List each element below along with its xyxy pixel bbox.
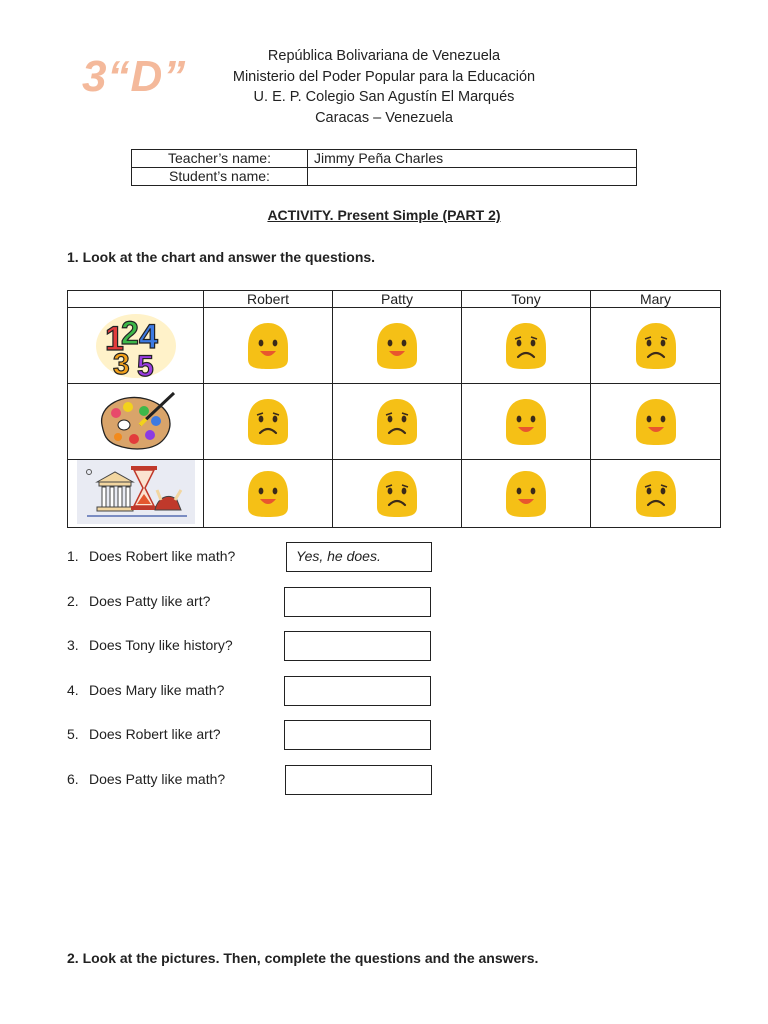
question-label: Does Patty like math? xyxy=(89,771,226,787)
column-header-tony: Tony xyxy=(462,291,591,308)
chart-corner-cell xyxy=(68,291,204,308)
question-number: 4. xyxy=(67,682,79,698)
mood-cell xyxy=(204,384,333,460)
question-label: Does Patty like art? xyxy=(89,593,211,609)
history-icon xyxy=(77,460,195,524)
section-1-instruction: 1. Look at the chart and answer the questions. xyxy=(67,249,376,265)
answer-box-6[interactable] xyxy=(285,765,432,795)
answer-box-2[interactable] xyxy=(284,587,431,617)
chart-row-history xyxy=(68,460,721,528)
mood-cell xyxy=(462,460,591,528)
question-number: 1. xyxy=(67,548,79,564)
sad-face-icon xyxy=(632,469,680,519)
answer-box-5[interactable] xyxy=(284,720,431,750)
question-label: Does Mary like math? xyxy=(89,682,225,698)
numbers-icon xyxy=(91,308,181,380)
happy-face-icon xyxy=(632,397,680,447)
mood-cell xyxy=(204,308,333,384)
header-line-2: Ministerio del Poder Popular para la Educación xyxy=(232,68,536,85)
sad-face-icon xyxy=(244,397,292,447)
question-text xyxy=(67,548,235,564)
info-table xyxy=(131,149,637,186)
mood-cell xyxy=(333,308,462,384)
mood-cell xyxy=(462,384,591,460)
class-logo: 3“D” xyxy=(82,52,187,101)
subject-cell-math xyxy=(68,308,204,384)
mood-cell xyxy=(333,384,462,460)
question-label: Does Robert like math? xyxy=(89,548,236,564)
question-text xyxy=(67,771,225,787)
paint-palette-icon xyxy=(94,385,178,455)
happy-face-icon xyxy=(502,469,550,519)
teacher-label: Teacher’s name: xyxy=(132,150,308,168)
column-header-patty: Patty xyxy=(333,291,462,308)
mood-cell xyxy=(204,460,333,528)
question-number: 2. xyxy=(67,593,79,609)
header-line-1: República Bolivariana de Venezuela xyxy=(267,48,501,64)
happy-face-icon xyxy=(373,321,421,371)
question-number: 3. xyxy=(67,637,79,653)
header-line-3: U. E. P. Colegio San Agustín El Marqués xyxy=(253,89,515,105)
question-label: Does Robert like art? xyxy=(89,726,221,742)
likes-chart xyxy=(67,290,721,528)
question-text xyxy=(67,682,224,698)
svg-text:3: 3 xyxy=(112,348,130,380)
mood-cell xyxy=(591,460,721,528)
teacher-name-field[interactable]: Jimmy Peña Charles xyxy=(308,150,637,168)
answer-box-3[interactable] xyxy=(284,631,431,661)
sad-face-icon xyxy=(373,397,421,447)
question-text xyxy=(67,637,233,653)
chart-header-row xyxy=(68,291,721,308)
column-header-mary: Mary xyxy=(591,291,721,308)
question-label: Does Tony like history? xyxy=(89,637,233,653)
teacher-row xyxy=(132,150,637,168)
mood-cell xyxy=(333,460,462,528)
happy-face-icon xyxy=(244,321,292,371)
question-text xyxy=(67,726,221,742)
svg-text:4: 4 xyxy=(138,318,158,356)
sad-face-icon xyxy=(502,321,550,371)
question-number: 5. xyxy=(67,726,79,742)
chart-row-art xyxy=(68,384,721,460)
answer-box-1[interactable]: Yes, he does. xyxy=(286,542,432,572)
mood-cell xyxy=(462,308,591,384)
mood-cell xyxy=(591,308,721,384)
sad-face-icon xyxy=(373,469,421,519)
school-header xyxy=(0,46,768,128)
section-2-instruction: 2. Look at the pictures. Then, complete the questions and the answers. xyxy=(67,950,539,966)
happy-face-icon xyxy=(244,469,292,519)
sad-face-icon xyxy=(632,321,680,371)
subject-cell-art xyxy=(68,384,204,460)
question-text xyxy=(67,593,210,609)
column-header-robert: Robert xyxy=(204,291,333,308)
student-label: Student’s name: xyxy=(132,168,308,186)
question-number: 6. xyxy=(67,771,79,787)
student-row xyxy=(132,168,637,186)
svg-text:5: 5 xyxy=(136,350,154,380)
answer-box-4[interactable] xyxy=(284,676,431,706)
student-name-field[interactable] xyxy=(308,168,637,186)
subject-cell-history xyxy=(68,460,204,528)
mood-cell xyxy=(591,384,721,460)
svg-text:2: 2 xyxy=(120,315,139,351)
header-line-4: Caracas – Venezuela xyxy=(315,109,453,126)
chart-row-math xyxy=(68,308,721,384)
svg-text:1: 1 xyxy=(104,320,124,358)
activity-title: ACTIVITY. Present Simple (PART 2) xyxy=(267,207,501,223)
happy-face-icon xyxy=(502,397,550,447)
